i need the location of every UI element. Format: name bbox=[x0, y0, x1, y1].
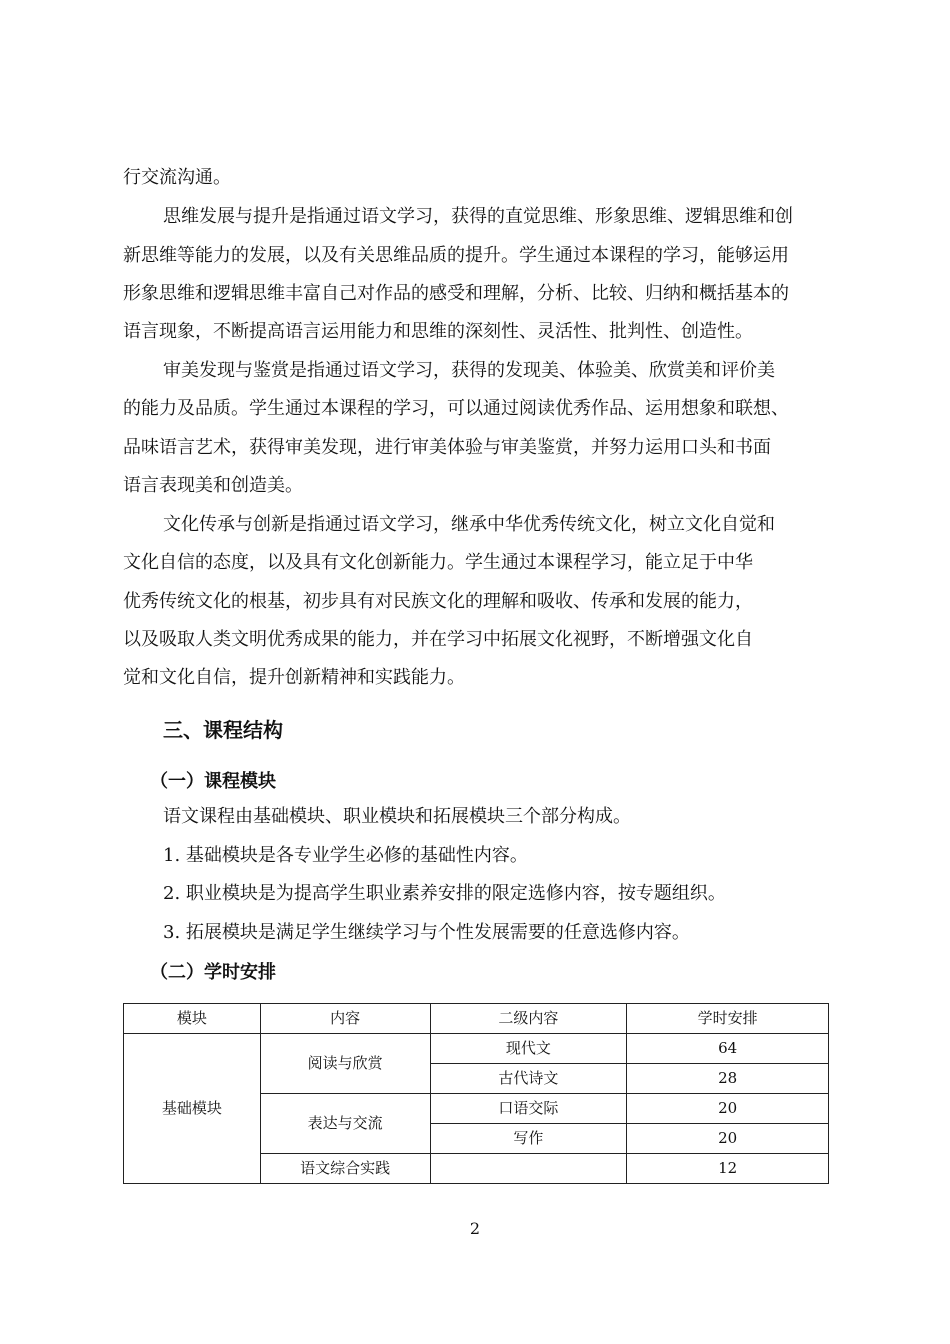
paragraph-line: 审美发现与鉴赏是指通过语文学习，获得的发现美、体验美、欣赏美和评价美 bbox=[163, 360, 775, 381]
subsection-heading: （一）课程模块 bbox=[150, 771, 276, 792]
header-cell: 模块 bbox=[124, 1004, 261, 1034]
paragraph-line: 觉和文化自信，提升创新精神和实践能力。 bbox=[123, 667, 465, 688]
header-cell: 内容 bbox=[260, 1004, 430, 1034]
paragraph-line: 行交流沟通。 bbox=[123, 167, 231, 188]
paragraph-line: 文化传承与创新是指通过语文学习，继承中华优秀传统文化，树立文化自觉和 bbox=[163, 514, 775, 535]
list-item: 1. 基础模块是各专业学生必修的基础性内容。 bbox=[163, 845, 528, 866]
subcontent-cell: 写作 bbox=[430, 1124, 627, 1154]
list-item: 3. 拓展模块是满足学生继续学习与个性发展需要的任意选修内容。 bbox=[163, 922, 690, 943]
header-cell: 学时安排 bbox=[627, 1004, 829, 1034]
hours-cell: 64 bbox=[627, 1034, 829, 1064]
hours-cell: 20 bbox=[627, 1094, 829, 1124]
paragraph-line: 思维发展与提升是指通过语文学习，获得的直觉思维、形象思维、逻辑思维和创 bbox=[163, 206, 793, 227]
content-cell: 语文综合实践 bbox=[260, 1154, 430, 1184]
paragraph-line: 语言表现美和创造美。 bbox=[123, 475, 303, 496]
paragraph-line: 品味语言艺术，获得审美发现，进行审美体验与审美鉴赏，并努力运用口头和书面 bbox=[123, 437, 771, 458]
paragraph-line: 文化自信的态度，以及具有文化创新能力。学生通过本课程学习，能立足于中华 bbox=[123, 552, 753, 573]
table-header-row bbox=[124, 1004, 829, 1034]
subcontent-cell: 古代诗文 bbox=[430, 1064, 627, 1094]
subcontent-cell: 口语交际 bbox=[430, 1094, 627, 1124]
hours-table bbox=[123, 1003, 829, 1184]
section-intro: 语文课程由基础模块、职业模块和拓展模块三个部分构成。 bbox=[163, 806, 631, 827]
subcontent-cell bbox=[430, 1154, 627, 1184]
section-heading: 三、课程结构 bbox=[163, 718, 283, 742]
paragraph-line: 以及吸取人类文明优秀成果的能力，并在学习中拓展文化视野，不断增强文化自 bbox=[123, 629, 753, 650]
hours-cell: 20 bbox=[627, 1124, 829, 1154]
subcontent-cell: 现代文 bbox=[430, 1034, 627, 1064]
table-row bbox=[124, 1034, 829, 1064]
hours-cell: 12 bbox=[627, 1154, 829, 1184]
paragraph-line: 形象思维和逻辑思维丰富自己对作品的感受和理解，分析、比较、归纳和概括基本的 bbox=[123, 283, 789, 304]
hours-cell: 28 bbox=[627, 1064, 829, 1094]
list-item: 2. 职业模块是为提高学生职业素养安排的限定选修内容，按专题组织。 bbox=[163, 883, 726, 904]
paragraph-line: 的能力及品质。学生通过本课程的学习，可以通过阅读优秀作品、运用想象和联想、 bbox=[123, 398, 789, 419]
content-cell: 表达与交流 bbox=[260, 1094, 430, 1154]
module-cell: 基础模块 bbox=[124, 1034, 261, 1184]
paragraph-line: 语言现象，不断提高语言运用能力和思维的深刻性、灵活性、批判性、创造性。 bbox=[123, 321, 753, 342]
subsection-heading: （二）学时安排 bbox=[150, 962, 276, 983]
page-number: 2 bbox=[469, 1219, 481, 1238]
content-cell: 阅读与欣赏 bbox=[260, 1034, 430, 1094]
paragraph-line: 新思维等能力的发展，以及有关思维品质的提升。学生通过本课程的学习，能够运用 bbox=[123, 245, 789, 266]
header-cell: 二级内容 bbox=[430, 1004, 627, 1034]
paragraph-line: 优秀传统文化的根基，初步具有对民族文化的理解和吸收、传承和发展的能力， bbox=[123, 591, 753, 612]
